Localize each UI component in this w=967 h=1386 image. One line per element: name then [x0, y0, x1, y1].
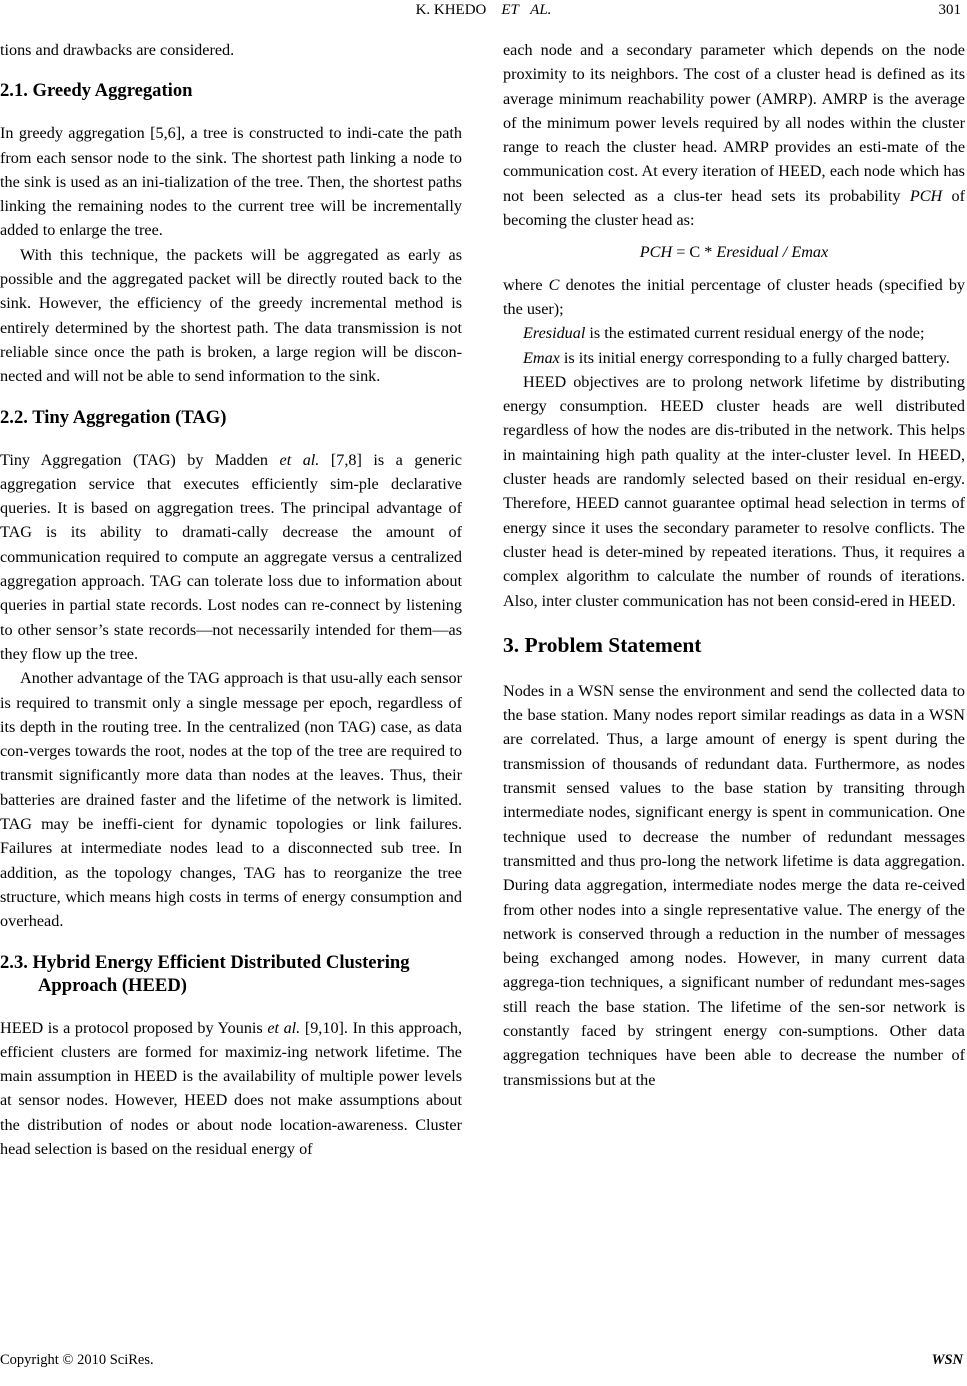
variable-eresidual: Eresidual [523, 324, 586, 343]
text-run: where [503, 275, 549, 294]
text-run: is the estimated current residual energy of the node; [585, 324, 925, 343]
paragraph [503, 321, 965, 345]
et-al-italic: et al. [279, 450, 320, 469]
paragraph: Another advantage of the TAG approach is that usu-ally each sensor is required to transmit only a single message per epoch, regardless of its depth in the routing tree. In the centralized (non TAG) case, as data con-verges towards the root, nodes at the top of the tree are required to transmit significantly more data than nodes at the leaves. Thus, their batteries are drained faster and the lifetime of the network is limited. TAG may be ineffi-cient for dynamic topologies or link failures. Failures at intermediate nodes lead to a disconnected sub tree. In addition, as the topology changes, TAG has to reorganize the tree structure, which means high costs in terms of energy consumption and overhead. [0, 669, 462, 931]
section-2-1-title: 2.1. Greedy Aggregation [0, 80, 193, 102]
right-column [503, 38, 965, 1092]
section-2-3-title: 2.3. Hybrid Energy Efficient Distributed Clustering Approach (HEED) [0, 951, 410, 996]
paragraph [0, 448, 462, 667]
section-3-title: 3. Problem Statement [503, 632, 702, 657]
pch-formula [503, 240, 965, 264]
formula-operator: = C * [672, 243, 717, 262]
left-column [0, 38, 462, 1161]
text-run: denotes the initial percentage of cluster heads (specified by the user); [503, 275, 966, 318]
text-run: of becoming the cluster head as: [503, 186, 965, 230]
paragraph: Nodes in a WSN sense the environment and send the collected data to the base station. Many nodes report similar readings as data in a WSN are correlated. Thus, a large amount of energy is spent during the transmission of thousands of redundant data. Furthermore, as nodes transmit sensed values to the base station by transiting through intermediate nodes, significant energy is spent in communication. One technique used to decrease the number of redundant messages transmitted and thus pro-long the network lifetime is data aggregation. During data aggregation, intermediate nodes merge the data re-ceived from other nodes into a single representative value. The energy of the network is conserved through a reduction in the number of messages being exchanged among nodes. However, in many current data aggrega-tion techniques, a significant number of redundant mes-sages still reach the base station. The lifetime of the sen-sor network is constantly faced by stringent energy con-sumptions. Other data aggregation techniques have been able to decrease the number of transmissions but at the [503, 681, 965, 1089]
paragraph: HEED objectives are to prolong network lifetime by distributing energy consumption. HEED cluster heads are well distributed regardless of how the nodes are dis-tributed in the network. This helps in maintaining high path quality at the inter-cluster level. In HEED, cluster heads are randomly selected based on their residual en-ergy. Therefore, HEED cannot guarantee optimal head selection in terms of energy since it uses the secondary parameter to resolve conflicts. The cluster head is deter-mined by repeated iterations. Thus, it requires a complex algorithm to calculate the number of rounds of iterations. Also, inter cluster communication has not been consid-ered in HEED. [503, 372, 965, 610]
pch-italic: PCH [909, 186, 943, 205]
text-run: [7,8] is a generic aggregation service that executes efficiently sim-ple declarative queries. It is based on aggregation trees. The principal advantage of TAG is its ability to dramati-cally decrease the amount of communication required to compute an aggregate versus a centralized aggregation approach. TAG can tolerate loss due to information about queries in partial state records. Lost nodes can re-connect by listening to other sensor’s state records—not necessarily intended for them—as they flow up the tree. [0, 450, 462, 663]
text-run: is its initial energy corresponding to a fully charged battery. [559, 348, 950, 367]
variable-emax: Emax [523, 348, 560, 367]
formula-energy-ratio: Eresidual / Emax [716, 243, 829, 262]
paragraph: In greedy aggregation [5,6], a tree is constructed to indi-cate the path from each sensor node to the sink. The shortest path linking a node to the sink is used as an ini-tialization of the tree. Then, the shortest paths linking the remaining nodes to the current tree will be incrementally added to enlarge the tree. [0, 124, 462, 240]
paragraph [503, 38, 965, 232]
variable-c: C [548, 275, 560, 294]
paragraph: With this technique, the packets will be aggregated as early as possible and the aggregated packet will be directly routed back to the sink. However, the efficiency of the greedy incremental method is entirely determined by the shortest path. The data transmission is not reliable since once the path is broken, a large region will be discon-nected and will not be able to send information to the sink. [0, 245, 462, 386]
et-al-italic: et al. [267, 1018, 301, 1037]
text-run: HEED is a protocol proposed by Younis [0, 1018, 268, 1037]
paragraph [503, 346, 965, 370]
paragraph [503, 273, 965, 322]
et-text: ET [501, 2, 519, 18]
author-names: K. KHEDO [415, 2, 487, 18]
paragraph-continuation: tions and drawbacks are considered. [0, 41, 235, 59]
running-head [0, 2, 967, 22]
journal-abbreviation: WSN [931, 1352, 963, 1368]
page-number: 301 [938, 2, 961, 18]
paragraph [0, 1016, 462, 1162]
footer [0, 1352, 967, 1376]
text-run: [9,10]. In this approach, efficient clusters are formed for maximiz-ing network lifetime. The main assumption in HEED is the availability of multiple power levels at sensor nodes. However, HEED does not make assumptions about the distribution of nodes or about node location-awareness. Cluster head selection is based on the residual energy of [0, 1018, 462, 1158]
copyright-notice: Copyright © 2010 SciRes. [0, 1352, 154, 1368]
section-2-2-title: 2.2. Tiny Aggregation (TAG) [0, 406, 227, 428]
running-head-authors [0, 2, 967, 19]
formula-pch: PCH [639, 243, 673, 262]
text-run: Tiny Aggregation (TAG) by Madden [0, 450, 280, 469]
text-run: each node and a secondary parameter which depends on the node proximity to its neighbors. The cost of a cluster head is defined as its average minimum reachability power (AMRP). AMRP is the average of the minimum power levels required by all nodes within the cluster range to reach the cluster head. AMRP provides an esti-mate of the communication cost. At every iteration of HEED, each node which has not been selected as a clus-ter head sets its probability [503, 41, 965, 205]
al-text: AL. [530, 2, 552, 18]
